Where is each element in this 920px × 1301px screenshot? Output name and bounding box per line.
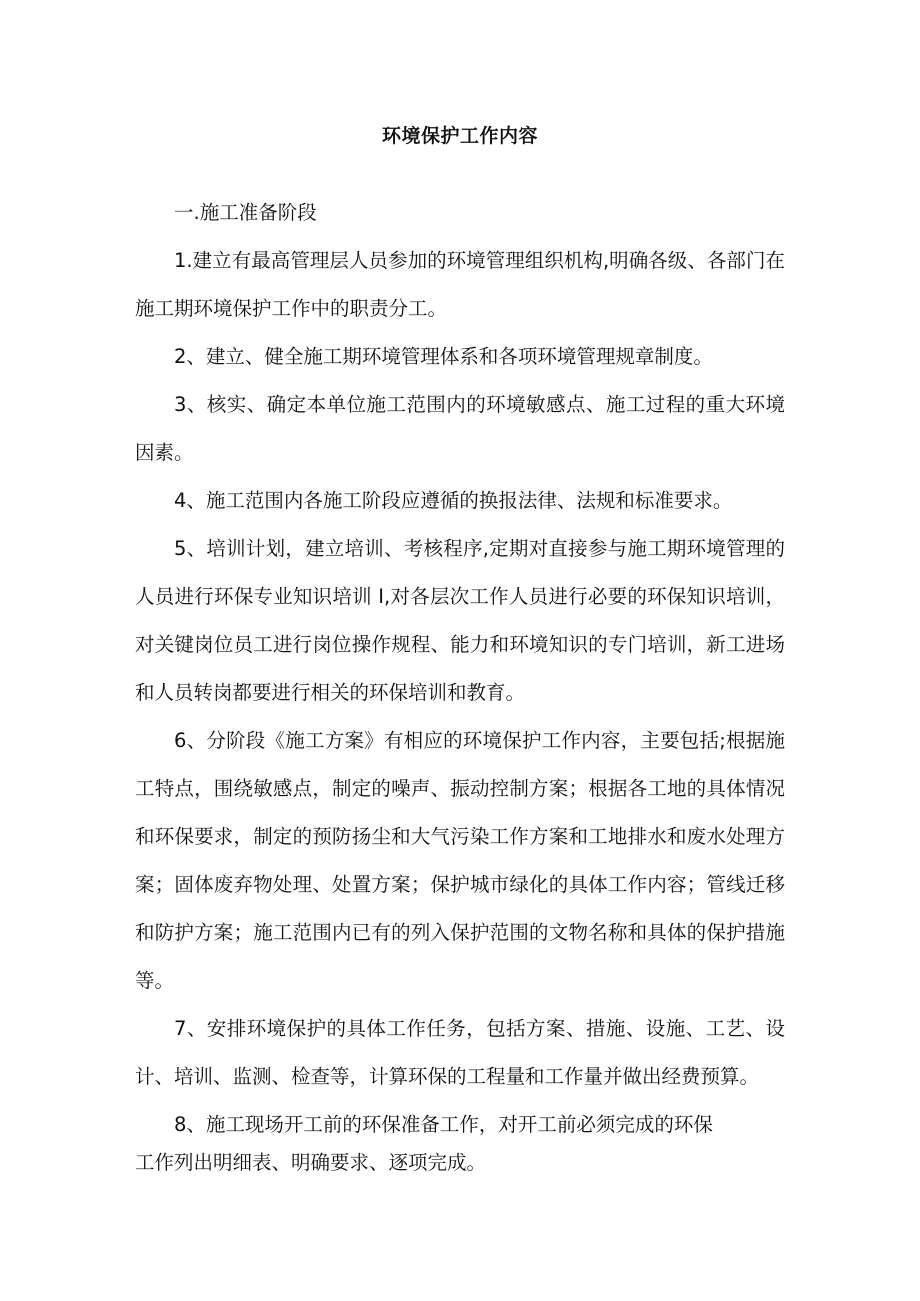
paragraph-8-line-1: 8、施工现场开工前的环保准备工作，对开工前必须完成的环保 (174, 1113, 713, 1136)
paragraph-8 (135, 1101, 785, 1177)
section-heading: 一.施工准备阶段 (174, 201, 317, 224)
paragraph-3: 3、核实、确定本单位施工范围内的环境敏感点、施工过程的重大环境因素。 (135, 393, 785, 464)
paragraph-5: 5、培训计划，建立培训、考核程序,定期对直接参与施工期环境管理的人员进行环保专业知识培训 I,对各层次工作人员进行必要的环保知识培训，对关键岗位员工进行岗位操作规程、能力和环境知识的专门培训，新工进场和人员转岗都要进行相关的环保培训和教育。 (135, 537, 785, 704)
paragraph-7: 7、安排环境保护的具体工作任务，包括方案、措施、设施、工艺、设计、培训、监测、检查等，计算环保的工程量和工作量并做出经费预算。 (135, 1017, 785, 1088)
document-title: 环境保护工作内容 (381, 125, 538, 147)
paragraph-8-line-2: 工作列出明细表、明确要求、逐项完成。 (135, 1151, 487, 1174)
paragraph-1: 1.建立有最高管理层人员参加的环境管理组织机构,明确各级、各部门在施工期环境保护工作中的职责分工。 (135, 249, 785, 320)
paragraph-2: 2、建立、健全施工期环境管理体系和各项环境管理规章制度。 (174, 345, 713, 368)
paragraph-6: 6、分阶段《施工方案》有相应的环境保护工作内容，主要包括;根据施工特点，围绕敏感点，制定的噪声、振动控制方案；根据各工地的具体情况和环保要求，制定的预防扬尘和大气污染工作方案和工地排水和废水处理方案；固体废弃物处理、处置方案；保护城市绿化的具体工作内容；管线迁移和防护方案；施工范围内已有的列入保护范围的文物名称和具体的保护措施等。 (135, 729, 785, 992)
document-body (135, 189, 785, 1177)
paragraph-4: 4、施工范围内各施工阶段应遵循的换报法律、法规和标准要求。 (174, 489, 733, 512)
